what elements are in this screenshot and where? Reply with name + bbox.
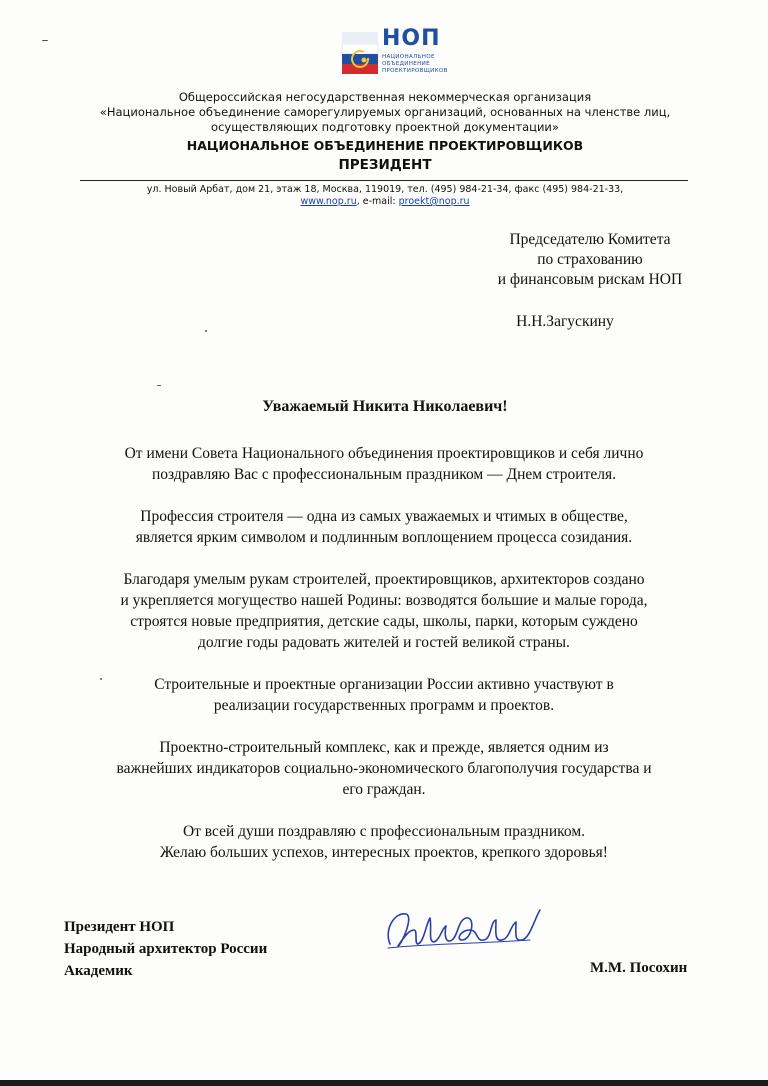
org-description-line-2: «Национальное объединение саморегулируемых организаций, основанных на членстве лиц, [99, 105, 671, 119]
recipient-line-1: Председателю Комитета [509, 231, 671, 248]
paragraph-1-line-1: От имени Совета Национального объединения проектировщиков и себя лично [124, 445, 644, 462]
scan-speck [157, 385, 161, 386]
logo-tagline-line-1: НАЦИОНАЛЬНОЕ [382, 54, 435, 60]
org-description-line-3: осуществляющих подготовку проектной документации» [211, 120, 559, 134]
paragraph-5-line-3: его граждан. [342, 781, 426, 798]
paragraph-5-line-2: важнейших индикаторов социально-экономического благополучия государства и [116, 760, 652, 777]
paragraph-4 [50, 674, 718, 716]
scan-bottom-edge [0, 1080, 768, 1086]
paragraph-2-line-1: Профессия строителя — одна из самых уважаемых и чтимых в обществе, [140, 508, 628, 525]
website-link[interactable]: www.nop.ru [300, 196, 357, 207]
paragraph-6-line-1: От всей души поздравляю с профессиональным праздником. [182, 823, 586, 840]
signatory-name: М.М. Посохин [590, 960, 688, 976]
paragraph-1 [50, 443, 718, 485]
scan-speck [42, 40, 48, 41]
org-title: ПРЕЗИДЕНТ [338, 157, 432, 173]
paragraph-5 [50, 737, 718, 800]
nop-logo [340, 26, 448, 84]
email-label: , e-mail: [356, 196, 399, 207]
logo-tagline-line-3: ПРОЕКТИРОВЩИКОВ [382, 68, 448, 74]
nop-logo-flag-icon [340, 30, 380, 76]
org-address: ул. Новый Арбат, дом 21, этаж 18, Москва, 119019, тел. (495) 984-21-34, факс (495) 984-21-33, [146, 184, 624, 195]
recipient-line-3: и финансовым рискам НОП [497, 271, 683, 288]
paragraph-3-line-4: долгие годы радовать жителей и гостей великой страны. [198, 634, 570, 651]
signatory-titles [64, 916, 267, 982]
signatory-title-1: Президент НОП [64, 919, 175, 935]
email-link[interactable]: proekt@nop.ru [398, 196, 470, 207]
paragraph-1-line-2: поздравляю Вас с профессиональным праздником — Днем строителя. [152, 466, 616, 483]
letterhead-divider [80, 180, 688, 181]
recipient-name: Н.Н.Загускину [516, 313, 614, 330]
signatory-title-2: Народный архитектор России [64, 941, 268, 957]
greeting: Уважаемый Никита Николаевич! [262, 398, 508, 415]
recipient-line-2: по страхованию [537, 251, 643, 268]
scan-speck [100, 678, 102, 680]
org-name: НАЦИОНАЛЬНОЕ ОБЪЕДИНЕНИЕ ПРОЕКТИРОВЩИКОВ [186, 138, 584, 153]
paragraph-4-line-1: Строительные и проектные организации России активно участвуют в [154, 676, 614, 693]
paragraph-4-line-2: реализации государственных программ и проектов. [213, 697, 555, 714]
paragraph-3 [50, 569, 718, 653]
handwritten-signature [380, 900, 550, 960]
paragraph-3-line-2: и укрепляется могущество нашей Родины: возводятся большие и малые города, [120, 592, 648, 609]
paragraph-2-line-2: является ярким символом и подлинным воплощением процесса созидания. [135, 529, 633, 546]
signatory-title-3: Академик [64, 963, 133, 979]
scan-speck [205, 330, 207, 332]
paragraph-3-line-3: строятся новые предприятия, детские сады, школы, парки, которым суждено [130, 613, 638, 630]
paragraph-5-line-1: Проектно-строительный комплекс, как и прежде, является одним из [159, 739, 609, 756]
org-contacts [60, 196, 710, 208]
logo-abbreviation: НОП [382, 26, 441, 51]
paragraph-6-line-2: Желаю больших успехов, интересных проектов, крепкого здоровья! [160, 844, 608, 861]
logo-tagline-line-2: ОБЪЕДИНЕНИЕ [382, 61, 430, 67]
org-description-line-1: Общероссийская негосударственная некоммерческая организация [178, 90, 592, 104]
paragraph-3-line-1: Благодаря умелым рукам строителей, проектировщиков, архитекторов создано [123, 571, 645, 588]
paragraph-6 [50, 821, 718, 863]
paragraph-2 [50, 506, 718, 548]
